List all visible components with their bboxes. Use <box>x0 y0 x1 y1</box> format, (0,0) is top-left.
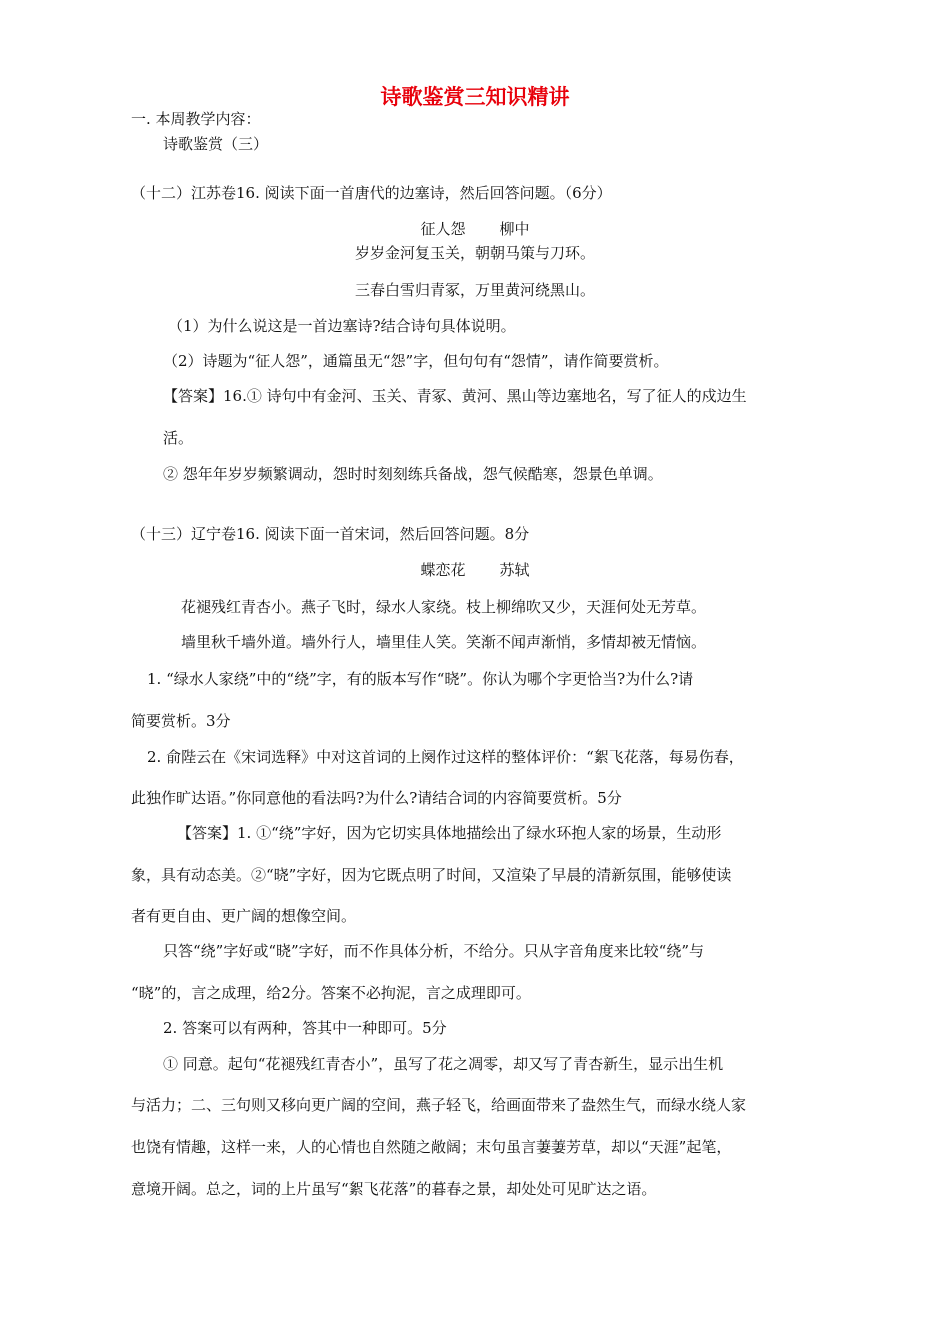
q12-poem-title: 征人怨 <box>420 220 466 238</box>
q13-answer-1-line: 者有更自由、更广阔的想像空间。 <box>131 907 357 925</box>
q13-poem-line: 花褪残红青杏小。燕子飞时，绿水人家绕。枝上柳绵吹又少，天涯何处无芳草。 <box>181 598 707 616</box>
q13-question-1-line: 简要赏析。3分 <box>131 712 231 730</box>
q12-poem-author: 柳中 <box>499 220 530 238</box>
q13-answer-2-line: ① 同意。起句“花褪残红青杏小”，虽写了花之凋零，却又写了青杏新生，显示出生机 <box>163 1055 724 1073</box>
q13-scoring-note: 只答“绕”字好或“晓”字好，而不作具体分析，不给分。只从字音角度来比较“绕”与 <box>163 942 705 960</box>
q13-question-2-line: 此独作旷达语。”你同意他的看法吗?为什么?请结合词的内容简要赏析。5分 <box>131 789 622 807</box>
q12-answer-line: 【答案】16.① 诗句中有金河、玉关、青冢、黄河、黑山等边塞地名，写了征人的戍边生 <box>163 387 747 405</box>
q12-question-2: （2）诗题为“征人怨”，通篇虽无“怨”字，但句句有“怨情”，请作简要赏析。 <box>163 352 669 370</box>
q12-answer-line: 活。 <box>163 429 194 447</box>
q12-answer-line: ② 怨年年岁岁频繁调动，怨时时刻刻练兵备战，怨气候酷寒，怨景色单调。 <box>163 465 663 483</box>
q12-header: （十二）江苏卷16. 阅读下面一首唐代的边塞诗，然后回答问题。（6分） <box>131 184 612 202</box>
q12-question-1: （1）为什么说这是一首边塞诗?结合诗句具体说明。 <box>168 317 516 335</box>
q13-answer-2-line: 意境开阔。总之，词的上片虽写“絮飞花落”的暮春之景，却处处可见旷达之语。 <box>131 1180 657 1198</box>
q13-header: （十三）辽宁卷16. 阅读下面一首宋词，然后回答问题。8分 <box>131 525 530 543</box>
section-content: 诗歌鉴赏（三） <box>163 135 269 153</box>
q13-poem-line: 墙里秋千墙外道。墙外行人，墙里佳人笑。笑渐不闻声渐悄，多情却被无情恼。 <box>181 633 707 651</box>
q12-poem-line: 岁岁金河复玉关，朝朝马策与刀环。 <box>354 244 595 262</box>
q13-scoring-note: “晓”的，言之成理，给2分。答案不必拘泥，言之成理即可。 <box>131 984 531 1002</box>
q13-question-2-line: 2. 俞陛云在《宋词选释》中对这首词的上阕作过这样的整体评价：“絮飞花落，每易伤春， <box>147 748 744 766</box>
q13-answer-2-line: 与活力；二、三句则又移向更广阔的空间，燕子轻飞，给画面带来了盎然生气，而绿水绕人家 <box>131 1096 747 1114</box>
q13-question-1-line: 1. “绿水人家绕”中的“绕”字，有的版本写作“晓”。你认为哪个字更恰当?为什么?请 <box>147 670 694 688</box>
q12-poem-line: 三春白雪归青冢，万里黄河绕黑山。 <box>354 281 595 299</box>
q13-poem-author: 苏轼 <box>499 561 530 579</box>
document-title: 诗歌鉴赏三知识精讲 <box>380 85 570 109</box>
q13-answer-2-line: 也饶有情趣，这样一来，人的心情也自然随之敞阔；末句虽言萋萋芳草，却以“天涯”起笔， <box>131 1138 732 1156</box>
q12-poem-heading <box>0 219 950 239</box>
q13-poem-heading <box>0 560 950 580</box>
section-heading: 一. 本周教学内容： <box>131 110 261 128</box>
q13-answer-1-line: 象，具有动态美。②“晓”字好，因为它既点明了时间，又渲染了早晨的清新氛围，能够使读 <box>131 866 732 884</box>
q13-answer-1-line: 【答案】1. ①“绕”字好，因为它切实具体地描绘出了绿水环抱人家的场景，生动形 <box>177 824 722 842</box>
q13-poem-title: 蝶恋花 <box>420 561 466 579</box>
q13-answer-2-header: 2. 答案可以有两种，答其中一种即可。5分 <box>163 1019 447 1037</box>
